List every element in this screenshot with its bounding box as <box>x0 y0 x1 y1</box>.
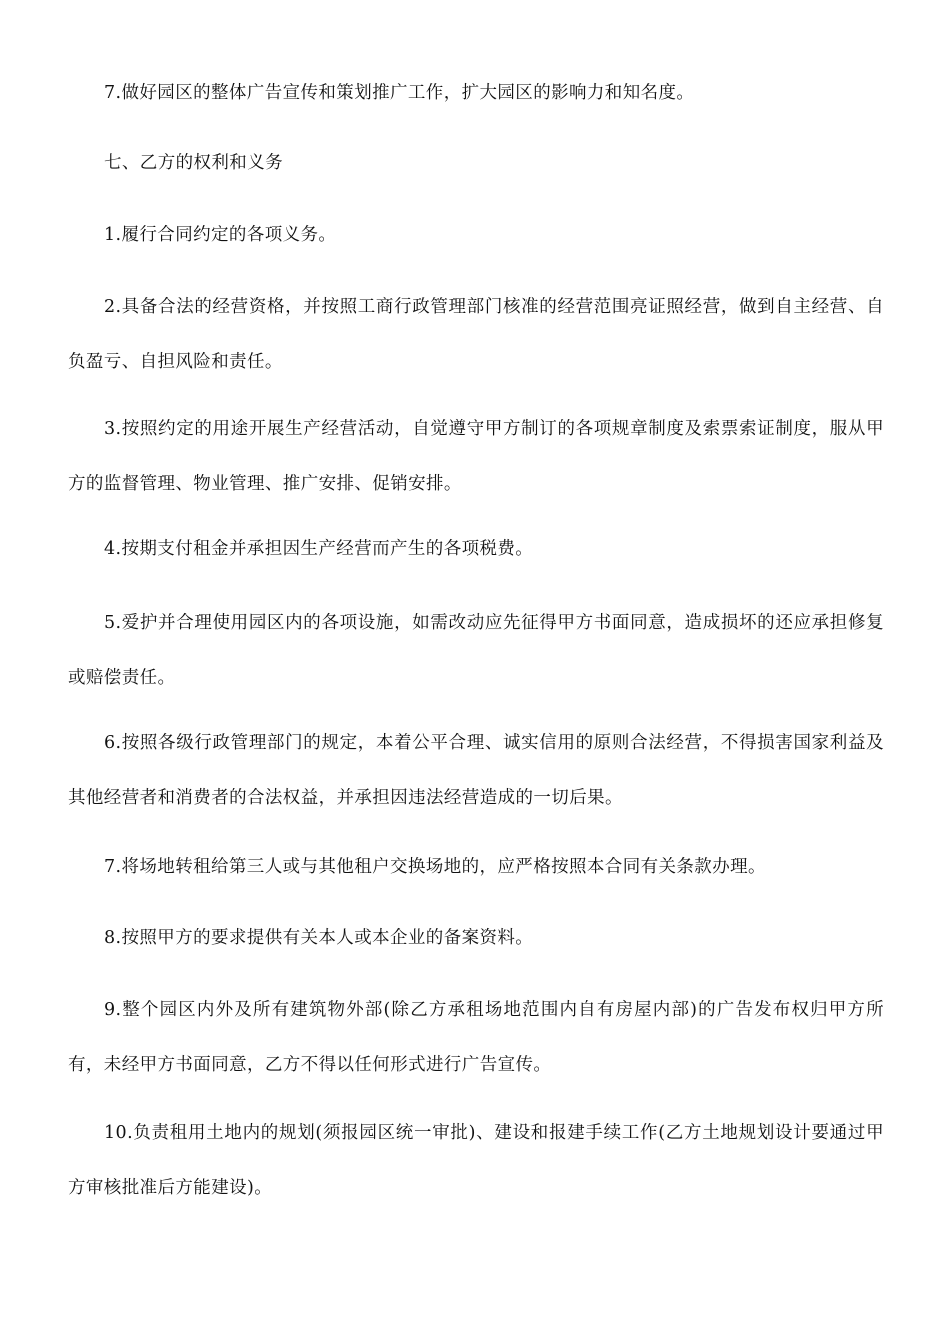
paragraph-party-b-item-9: 9.整个园区内外及所有建筑物外部(除乙方承租场地范围内自有房屋内部)的广告发布权归甲方所有，未经甲方书面同意，乙方不得以任何形式进行广告宣传。 <box>68 1000 884 1075</box>
paragraph-party-b-item-3: 3.按照约定的用途开展生产经营活动，自觉遵守甲方制订的各项规章制度及索票索证制度，服从甲方的监督管理、物业管理、推广安排、促销安排。 <box>68 419 884 494</box>
paragraph-party-b-item-6: 6.按照各级行政管理部门的规定，本着公平合理、诚实信用的原则合法经营，不得损害国家利益及其他经营者和消费者的合法权益，并承担因违法经营造成的一切后果。 <box>68 733 884 808</box>
paragraph-party-a-item-7: 7.做好园区的整体广告宣传和策划推广工作，扩大园区的影响力和知名度。 <box>104 83 695 103</box>
paragraph-party-b-item-8: 8.按照甲方的要求提供有关本人或本企业的备案资料。 <box>104 928 534 948</box>
paragraph-party-b-item-5: 5.爱护并合理使用园区内的各项设施，如需改动应先征得甲方书面同意，造成损坏的还应承担修复或赔偿责任。 <box>68 613 884 688</box>
paragraph-party-b-item-1: 1.履行合同约定的各项义务。 <box>104 225 337 245</box>
paragraph-party-b-item-7: 7.将场地转租给第三人或与其他租户交换场地的，应严格按照本合同有关条款办理。 <box>104 857 766 877</box>
paragraph-party-b-item-4: 4.按期支付租金并承担因生产经营而产生的各项税费。 <box>104 539 534 559</box>
section-heading-party-b: 七、乙方的权利和义务 <box>104 153 283 173</box>
paragraph-party-b-item-2: 2.具备合法的经营资格，并按照工商行政管理部门核准的经营范围亮证照经营，做到自主经营、自负盈亏、自担风险和责任。 <box>68 297 884 372</box>
paragraph-party-b-item-10: 10.负责租用土地内的规划(须报园区统一审批)、建设和报建手续工作(乙方土地规划设计要通过甲方审核批准后方能建设)。 <box>68 1123 884 1198</box>
